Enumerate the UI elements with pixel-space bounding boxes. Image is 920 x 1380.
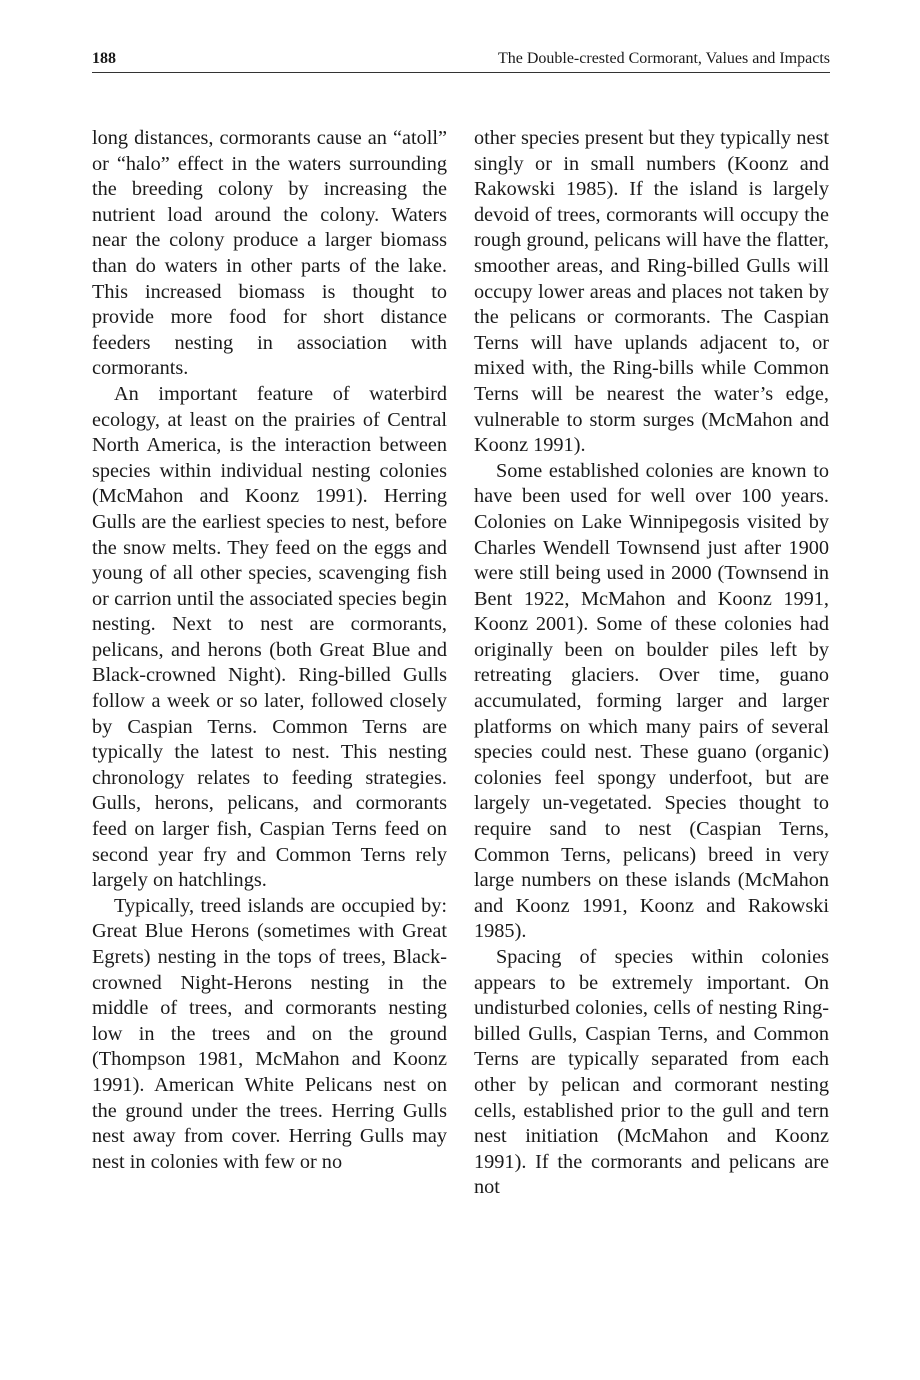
left-column: [92, 126, 447, 1175]
paragraph: Typically, treed islands are occupied by: Great Blue Herons (sometimes with Great Egrets) nesting in the tops of trees, Black-crowned Night-Herons nesting in the middle of trees, and cormorants nesting low in the trees and on the ground (Thompson 1981, McMahon and Koonz 1991). American White Pelicans nest on the ground under the trees. Herring Gulls nest away from cover. Herring Gulls may nest in colonies with few or no: [92, 894, 447, 1173]
right-column: [474, 126, 829, 1201]
paragraph: An important feature of waterbird ecology, at least on the prairies of Central North America, is the interaction between species within individual nesting colonies (McMahon and Koonz 1991). Herring Gulls are the earliest species to nest, before the snow melts. They feed on the eggs and young of all other species, scavenging fish or carrion until the associated species begin nesting. Next to nest are cormorants, pelicans, and herons (both Great Blue and Black-crowned Night). Ring-billed Gulls follow a week or so later, followed closely by Caspian Terns. Common Terns are typically the latest to nest. This nesting chronology relates to feeding strategies. Gulls, herons, pelicans, and cormorants feed on larger fish, Caspian Terns feed on second year fry and Common Terns rely largely on hatchlings.: [92, 382, 447, 892]
paragraph: Spacing of species within colonies appears to be extremely important. On undisturbed colonies, cells of nesting Ring-billed Gulls, Caspian Terns, and Common Terns are typically separated from each other by pelican and cormorant nesting cells, established prior to the gull and tern nest initiation (McMahon and Koonz 1991). If the cormorants and pelicans are not: [474, 946, 829, 1199]
page-number: 188: [92, 50, 116, 67]
running-title: The Double-crested Cormorant, Values and Impacts: [497, 50, 830, 67]
paragraph: other species present but they typically nest singly or in small numbers (Koonz and Rakowski 1985). If the island is largely devoid of trees, cormorants will occupy the rough ground, pelicans will have the flatter, smoother areas, and Ring-billed Gulls will occupy lower areas and places not taken by the pelicans or cormorants. The Caspian Terns will have uplands adjacent to, or mixed with, the Ring-bills while Common Terns will be nearest the water’s edge, vulnerable to storm surges (McMahon and Koonz 1991).: [474, 127, 829, 457]
paragraph: Some established colonies are known to have been used for well over 100 years. Colonies on Lake Winnipegosis visited by Charles Wendell Townsend just after 1900 were still being used in 2000 (Townsend in Bent 1922, McMahon and Koonz 1991, Koonz 2001). Some of these colonies had originally been on boulder piles left by retreating glaciers. Over time, guano accumulated, forming larger and larger platforms on which many pairs of several species could nest. These guano (organic) colonies feel spongy underfoot, but are largely un-vegetated. Species thought to require sand to nest (Caspian Terns, Common Terns, pelicans) breed in very large numbers on these islands (McMahon and Koonz 1991, Koonz and Rakowski 1985).: [474, 459, 829, 943]
page-header: [92, 50, 830, 73]
paragraph: long distances, cormorants cause an “atoll” or “halo” effect in the waters surrounding the breeding colony by increasing the nutrient load around the colony. Waters near the colony produce a larger biomass than do waters in other parts of the lake. This increased biomass is thought to provide more food for short distance feeders nesting in association with cormorants.: [92, 127, 447, 380]
